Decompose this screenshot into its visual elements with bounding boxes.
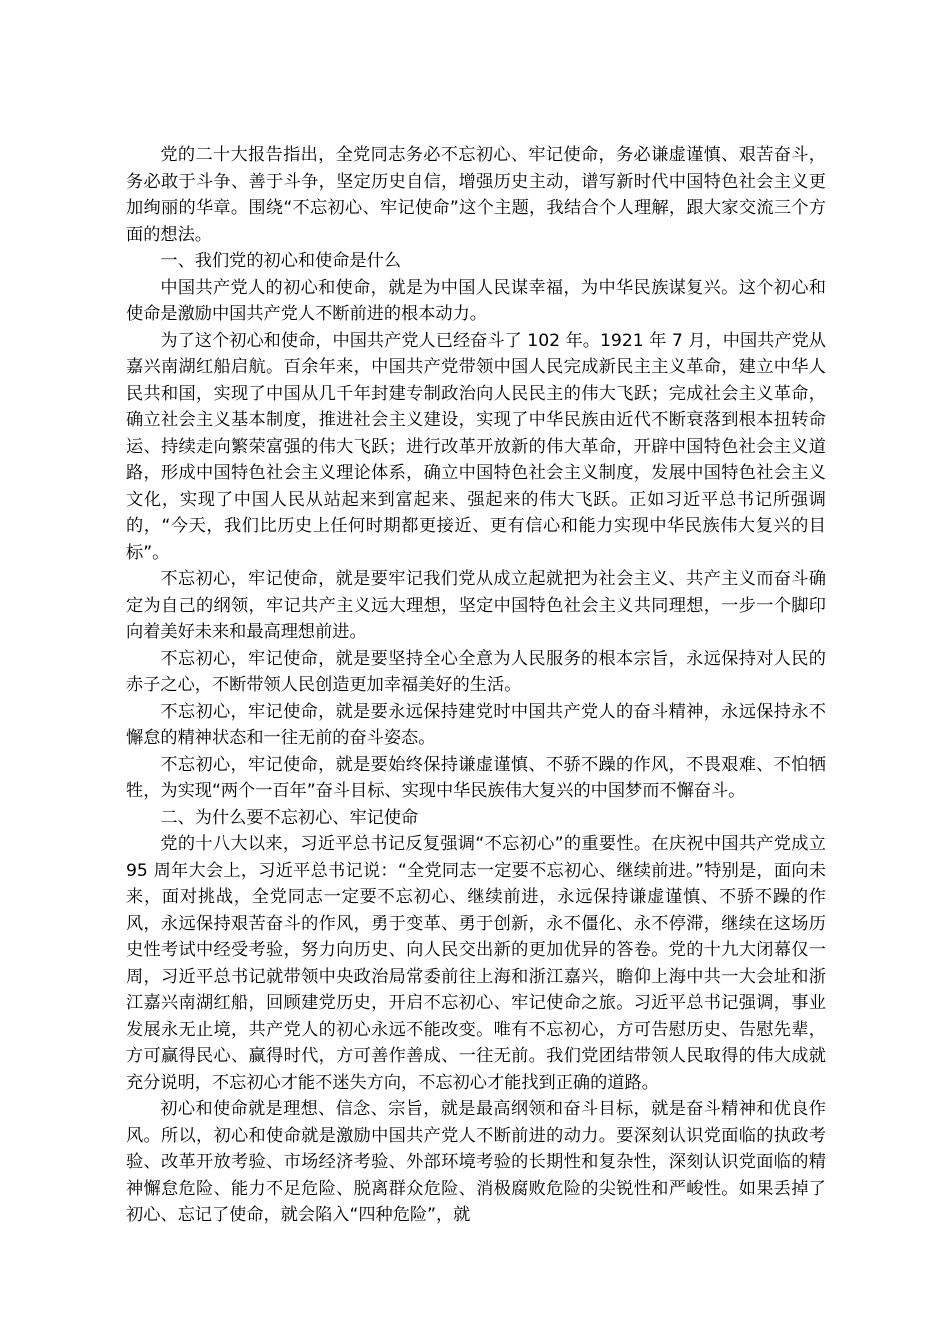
paragraph: 不忘初心，牢记使命，就是要始终保持谦虚谨慎、不骄不躁的作风，不畏艰难、不怕牺牲，为实现“两个一百年”奋斗目标、实现中华民族伟大复兴的中国梦而不懈奋斗。 [126, 754, 826, 801]
paragraph-intro: 党的二十大报告指出，全党同志务必不忘初心、牢记使命，务必谦虚谨慎、艰苦奋斗，务必敢于斗争、善于斗争，坚定历史自信，增强历史主动，谱写新时代中国特色社会主义更加绚丽的华章。围绕“不忘初心、牢记使命”这个主题，我结合个人理解，跟大家交流三个方面的想法。 [126, 145, 826, 245]
paragraph: 党的十八大以来，习近平总书记反复强调“不忘初心”的重要性。在庆祝中国共产党成立 95 周年大会上，习近平总书记说：“全党同志一定要不忘初心、继续前进。”特别是，面向未来，面对挑战，全党同志一定要不忘初心、继续前进，永远保持谦虚谨慎、不骄不躁的作风，永远保持艰苦奋斗的作风，勇于变革、勇于创新，永不僵化、永不停滞，继续在这场历史性考试中经受考验，努力向历史、向人民交出新的更加优异的答卷。党的十九大闭幕仅一周，习近平总书记就带领中央政治局常委前往上海和浙江嘉兴，瞻仰上海中共一大会址和浙江嘉兴南湖红船，回顾建党历史，开启不忘初心、牢记使命之旅。习近平总书记强调，事业发展永无止境，共产党人的初心永远不能改变。唯有不忘初心，方可告慰历史、告慰先辈，方可赢得民心、赢得时代，方可善作善成、一往无前。我们党团结带领人民取得的伟大成就充分说明，不忘初心才能不迷失方向，不忘初心才能找到正确的道路。 [126, 834, 826, 1093]
paragraph: 中国共产党人的初心和使命，就是为中国人民谋幸福，为中华民族谋复兴。这个初心和使命是激励中国共产党人不断前进的根本动力。 [126, 277, 826, 324]
paragraph: 不忘初心，牢记使命，就是要永远保持建党时中国共产党人的奋斗精神，永远保持永不懈怠的精神状态和一往无前的奋斗姿态。 [126, 701, 826, 748]
section-heading-1: 一、我们党的初心和使命是什么 [160, 251, 402, 271]
paragraph: 不忘初心，牢记使命，就是要牢记我们党从成立起就把为社会主义、共产主义而奋斗确定为自己的纲领，牢记共产主义远大理想，坚定中国特色社会主义共同理想，一步一个脚印向着美好未来和最高理想前进。 [126, 569, 826, 642]
paragraph: 为了这个初心和使命，中国共产党人已经奋斗了 102 年。1921 年 7 月，中国共产党从嘉兴南湖红船启航。百余年来，中国共产党带领中国人民完成新民主主义革命，建立中华人民共和国，实现了中国从几千年封建专制政治向人民民主的伟大飞跃；完成社会主义革命，确立社会主义基本制度，推进社会主义建设，实现了中华民族由近代不断衰落到根本扭转命运、持续走向繁荣富强的伟大飞跃；进行改革开放新的伟大革命，开辟中国特色社会主义道路，形成中国特色社会主义理论体系，确立中国特色社会主义制度，发展中国特色社会主义文化，实现了中国人民从站起来到富起来、强起来的伟大飞跃。正如习近平总书记所强调的，“今天，我们比历史上任何时期都更接近、更有信心和能力实现中华民族伟大复兴的目标”。 [126, 330, 826, 563]
paragraph: 不忘初心，牢记使命，就是要坚持全心全意为人民服务的根本宗旨，永远保持对人民的赤子之心，不断带领人民创造更加幸福美好的生活。 [126, 648, 826, 695]
document-body [126, 142, 826, 1229]
paragraph: 初心和使命就是理想、信念、宗旨，就是最高纲领和奋斗目标，就是奋斗精神和优良作风。所以，初心和使命就是激励中国共产党人不断前进的动力。要深刻认识党面临的执政考验、改革开放考验、市场经济考验、外部环境考验的长期性和复杂性，深刻认识党面临的精神懈怠危险、能力不足危险、脱离群众危险、消极腐败危险的尖锐性和严峻性。如果丢掉了初心、忘记了使命，就会陷入“四种危险”，就 [126, 1099, 826, 1225]
section-heading-2: 二、为什么要不忘初心、牢记使命 [160, 807, 419, 828]
